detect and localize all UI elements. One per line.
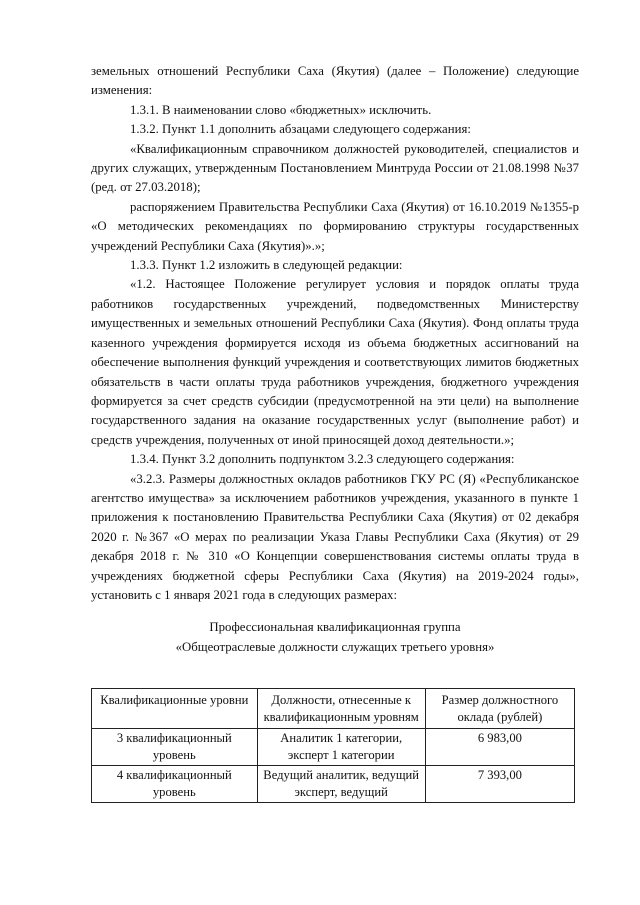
paragraph: «Квалификационным справочником должностей руководителей, специалистов и других служащих, утвержденным Постановлением Минтруда России от 21.08.1998 №37 (ред. от 27.03.2018); [91,141,579,195]
paragraph: 1.3.4. Пункт 3.2 дополнить подпунктом 3.2.3 следующего содержания: [130,452,515,467]
caption-line: «Общеотраслевые должности служащих третьего уровня» [175,639,495,654]
table-cell: 3 квалификационный уровень [92,729,258,766]
paragraph: «1.2. Настоящее Положение регулирует условия и порядок оплаты труда работников государственных учреждений, подведомственных Министерству имущественных и земельных отношений Республики Саха (Якутия). Фонд оплаты труда казенного учреждения формируется исходя из объема бюджетных ассигнований на обеспечение выполнения функций учреждения и соответствующих лимитов бюджетных обязательств в части оплаты труда работников учреждения, бюджетного учреждения формируется за счет средств субсидии (предусмотренной на эти цели) на выполнение государственного задания на оказание государственных услуг (выполнение работ) и средств учреждения, полученных от иной приносящей доход деятельности.»; [91,277,579,447]
table-caption [91,618,579,657]
table-cell: 6 983,00 [425,729,574,766]
table-row [92,766,575,803]
column-header: Квалификационные уровни [92,689,258,729]
paragraph: земельных отношений Республики Саха (Якутия) (далее – Положение) следующие изменения: [91,64,579,98]
table-cell: 7 393,00 [425,766,574,803]
paragraph: «3.2.3. Размеры должностных окладов работников ГКУ РС (Я) «Республиканское агентство имущества» за исключением работников учреждения, указанного в пункте 1 приложения к постановлению Правительства Республики Саха (Якутия) от 02 декабря 2020 г. №367 «О мерах по реализации Указа Главы Республики Саха (Якутия) от 29 декабря 2018 г. № 310 «О Концепции совершенствования системы оплаты труда в учреждениях бюджетной сферы Республики Саха (Якутия) на 2019-2024 годы», установить с 1 января 2021 года в следующих размерах: [91,471,579,602]
paragraph: 1.3.3. Пункт 1.2 изложить в следующей редакции: [130,258,403,273]
paragraph: 1.3.2. Пункт 1.1 дополнить абзацами следующего содержания: [130,122,471,137]
salary-table [91,688,575,803]
column-header: Должности, отнесенные к квалификационным уровням [257,689,425,729]
body-text [91,62,579,657]
table-cell: Ведущий аналитик, ведущий эксперт, ведущий [257,766,425,803]
paragraph: 1.3.1. В наименовании слово «бюджетных» исключить. [130,102,432,117]
paragraph: распоряжением Правительства Республики Саха (Якутия) от 16.10.2019 №1355-р «О методических рекомендациях по формированию структуры государственных учреждений Республики Саха (Якутия)».»; [91,199,579,253]
table-cell: Аналитик 1 категории, эксперт 1 категории [257,729,425,766]
table-row [92,729,575,766]
table-header-row [92,689,575,729]
caption-line: Профессиональная квалификационная группа [209,620,461,635]
table-cell: 4 квалификационный уровень [92,766,258,803]
column-header: Размер должностного оклада (рублей) [425,689,574,729]
